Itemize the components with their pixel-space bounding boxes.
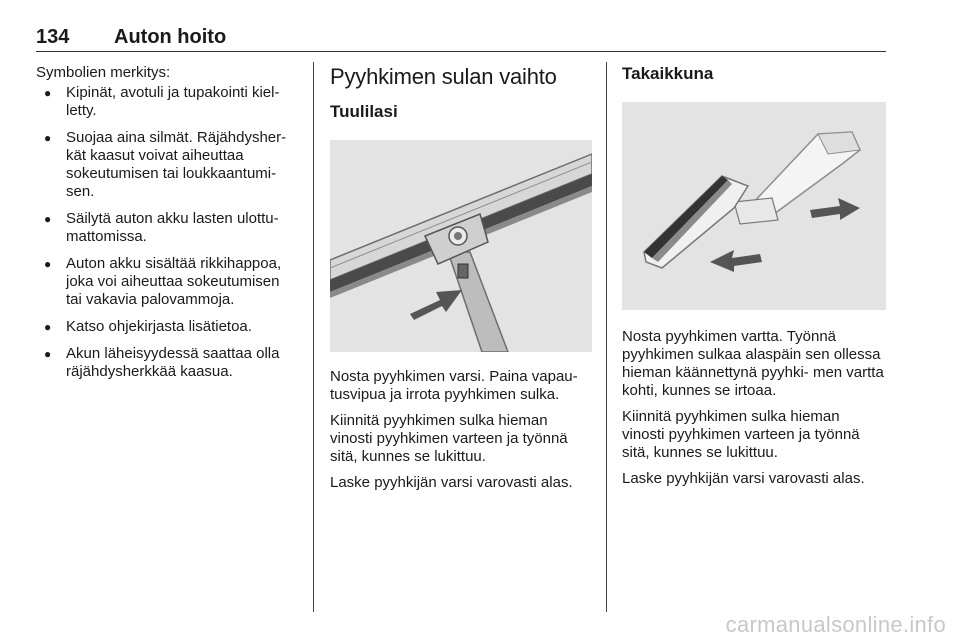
windscreen-step-1: Nosta pyyhkimen varsi. Paina vapau- tusvipua ja irrota pyyhkimen sulka. xyxy=(330,368,578,403)
windscreen-wiper-illustration xyxy=(330,140,592,352)
list-item: ● Suojaa aina silmät. Räjähdysher- kät kaasut voivat aiheuttaa sokeutumisen tai loukkaantumi- sen. xyxy=(36,129,298,201)
rear-wiper-illustration xyxy=(622,102,886,310)
subtitle-windscreen: Tuulilasi xyxy=(330,102,398,121)
list-item: ● Auton akku sisältää rikkihappoa, joka voi aiheuttaa sokeutumisen tai vakavia palovammoja. xyxy=(36,255,298,309)
left-column xyxy=(36,64,298,390)
column-divider-right xyxy=(606,62,607,612)
section-title: Pyyhkimen sulan vaihto xyxy=(330,64,557,89)
rear-step-2: Kiinnitä pyyhkimen sulka hieman vinosti pyyhkimen varteen ja työnnä sitä, kunnes se lukittuu. xyxy=(622,408,860,461)
chapter-title: Auton hoito xyxy=(114,26,227,48)
symbols-intro: Symbolien merkitys: xyxy=(36,64,171,81)
list-item: ● Säilytä auton akku lasten ulottu- mattomissa. xyxy=(36,210,298,246)
middle-column xyxy=(330,64,592,500)
windscreen-step-2: Kiinnitä pyyhkimen sulka hieman vinosti pyyhkimen varteen ja työnnä sitä, kunnes se lukittuu. xyxy=(330,412,568,465)
column-divider-left xyxy=(313,62,314,612)
list-item: ● Katso ohjekirjasta lisätietoa. xyxy=(36,318,298,336)
windscreen-step-3: Laske pyyhkijän varsi varovasti alas. xyxy=(330,474,573,491)
rear-step-3: Laske pyyhkijän varsi varovasti alas. xyxy=(622,470,865,487)
symbols-list xyxy=(36,84,298,381)
page-header xyxy=(36,26,886,52)
page-number: 134 xyxy=(36,26,70,48)
list-item: ● Kipinät, avotuli ja tupakointi kiel- letty. xyxy=(36,84,298,120)
subtitle-rear-window: Takaikkuna xyxy=(622,64,714,83)
watermark: carmanualsonline.info xyxy=(725,612,946,637)
right-column xyxy=(622,64,886,496)
rear-step-1: Nosta pyyhkimen vartta. Työnnä pyyhkimen sulkaa alaspäin sen ollessa hieman käännettynä pyyhki- men vartta kohti, kunnes se irtoaa. xyxy=(622,328,884,399)
list-item: ● Akun läheisyydessä saattaa olla räjähdysherkkää kaasua. xyxy=(36,345,298,381)
